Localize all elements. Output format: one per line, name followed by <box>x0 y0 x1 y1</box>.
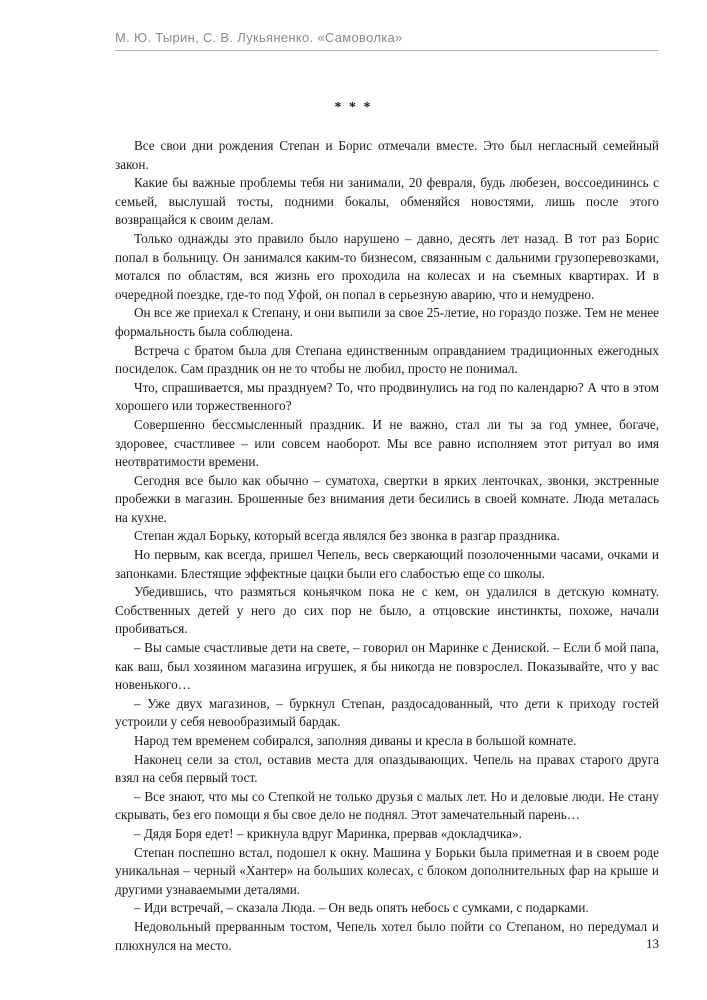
paragraph: – Дядя Боря едет! – крикнула вдруг Маринка, прервав «докладчика». <box>134 825 522 841</box>
paragraph: – Вы самые счастливые дети на свете, – говорил он Маринке с Дениской. – Если б мой папа, как ваш, был хозяином магазина игрушек, я бы никогда не повзрослел. Показывайте, что у вас новенького… <box>115 640 659 693</box>
paragraph: Но первым, как всегда, пришел Чепель, весь сверкающий позолоченными часами, очками и запонками. Блестящие эффектные цацки были его слабостью еще со школы. <box>115 547 659 581</box>
paragraph: Наконец сели за стол, оставив места для опаздывающих. Чепель на правах старого друга взял на себя первый тост. <box>115 751 659 786</box>
paragraph: Встреча с братом была для Степана единственным оправданием традиционных ежегодных посиделок. Сам праздник он не то чтобы не любил, просто не понимал. <box>115 342 659 377</box>
paragraph: Степан ждал Борьку, который всегда являлся без звонка в разгар праздника. <box>134 528 560 544</box>
paragraph: Убедившись, что размяться коньячком пока не с кем, он удалился в детскую комнату. Собственных детей у него до сих пор не было, а отцовские инстинкты, похоже, начали пробиваться. <box>115 584 659 637</box>
paragraph: Он все же приехал к Степану, и они выпили за свое 25-летие, но гораздо позже. Тем не менее формальность была соблюдена. <box>115 305 659 339</box>
page-number: 13 <box>646 936 659 951</box>
paragraph: Какие бы важные проблемы тебя ни занимали, 20 февраля, будь любезен, воссоедининсь с семьей, выслушай тосты, подними бокалы, обменяйся новостями, лишь после этого возвращайся к своим делам. <box>115 175 659 228</box>
header-rule <box>115 50 659 51</box>
paragraph: Народ тем временем собирался, заполняя диваны и кресла в большой комнате. <box>134 733 577 748</box>
paragraph: Совершенно бессмысленный праздник. И не важно, стал ли ты за год умнее, богаче, здоровее, счастливее – или совсем наоборот. Мы все равно исполняем этот ритуал во имя неотвратимости времени. <box>115 416 659 470</box>
running-head: М. Ю. Тырин, С. В. Лукьяненко. «Самоволка» <box>115 30 403 45</box>
paragraph: Степан поспешно встал, подошел к окну. Машина у Борьки была приметная и в своем роде уникальная – черный «Хантер» на больших колесах, с блоком дополнительных фар на крыше и другими узнаваемыми деталями. <box>115 844 659 897</box>
paragraph: Все свои дни рождения Степан и Борис отмечали вместе. Это был негласный семейный закон. <box>115 138 659 172</box>
paragraph: Недовольный прерванным тостом, Чепель хотел было пойти со Степаном, но передумал и плюхнулся на место. <box>115 918 659 953</box>
paragraph: – Все знают, что мы со Степкой не только друзья с малых лет. Но и деловые люди. Не стану скрывать, без его помощи я бы свое дело не поднял. Этот замечательный парень… <box>115 788 659 823</box>
paragraph: Сегодня все было как обычно – суматоха, свертки в ярких ленточках, звонки, экстренные пробежки в магазин. Брошенные без внимания дети бесились в своей комнате. Люда металась на кухне. <box>115 472 659 525</box>
paragraph: Только однажды это правило было нарушено – давно, десять лет назад. В тот раз Борис попал в больницу. Он занимался каким-то бизнесом, связанным с дальними грузоперевозками, мотался по областям, вся жизнь его проходила на колесах и на съемных квартирах. И в очередной поездке, где-то под Уфой, он попал в серьезную аварию, что и немудрено. <box>115 230 659 302</box>
paragraph: Что, спрашивается, мы празднуем? То, что продвинулись на год по календарю? А что в этом хорошего или торжественного? <box>115 379 659 414</box>
section-separator: * * * <box>334 100 373 115</box>
paragraph: – Иди встречай, – сказала Люда. – Он ведь опять небось с сумками, с подарками. <box>134 900 589 916</box>
paragraph: – Уже двух магазинов, – буркнул Степан, раздосадованный, что дети к приходу гостей устроили у себя невообразимый бардак. <box>115 695 659 730</box>
body-text <box>115 137 659 955</box>
